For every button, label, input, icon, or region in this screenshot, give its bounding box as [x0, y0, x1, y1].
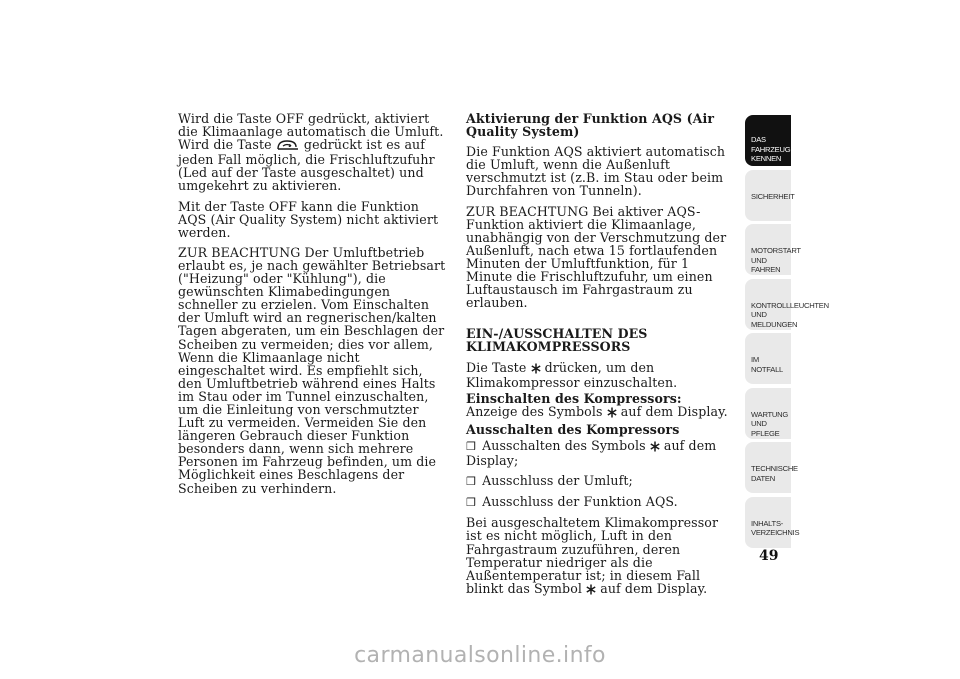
snowflake-icon: [650, 441, 660, 454]
tab-im-notfall[interactable]: IM NOTFALL: [745, 333, 791, 384]
snowflake-icon: [586, 584, 596, 597]
paragraph-aqs-off: Mit der Taste OFF kann die Funktion AQS (Air Quality System) nicht aktiviert werden.: [178, 198, 439, 240]
right-column: [466, 112, 734, 604]
checkbox-bullet-icon: ❒: [466, 496, 476, 510]
recirculation-icon: [276, 139, 300, 153]
watermark: carmanualsonline.info: [354, 643, 606, 668]
paragraph-compressor-off-label: Ausschalten des Kompressors: [466, 421, 680, 437]
checkbox-bullet-icon: ❒: [466, 475, 476, 489]
paragraph-compressor-button: Die Taste drücken, um den Klimakompressor einzuschalten.: [466, 359, 678, 390]
chapter-sidebar: [745, 115, 829, 551]
tab-sicherheit[interactable]: SICHERHEIT: [745, 170, 791, 221]
tab-wartung-und-pflege[interactable]: WARTUNG UND PFLEGE: [745, 388, 791, 439]
heading-compressor: EIN-/AUSSCHALTEN DES KLIMAKOMPRESSORS: [466, 326, 648, 355]
paragraph-compressor-off-info: Bei ausgeschaltetem Klimakompressor ist es nicht möglich, Luft in den Fahrgastraum zuzuführen, deren Temperatur niedriger als die Außentemperatur ist; in diesem Fall blinkt das Symbol auf dem Display.: [466, 515, 719, 596]
tab-technische-daten[interactable]: TECHNISCHE DATEN: [745, 442, 791, 493]
checkbox-bullet-icon: ❒: [466, 439, 476, 453]
bullet-item: ❒ Ausschalten des Symbols auf dem Display;: [466, 437, 717, 469]
page-number: 49: [759, 548, 779, 564]
tab-das-fahrzeug-kennen[interactable]: DAS FAHRZEUG KENNEN: [745, 115, 791, 166]
tab-inhaltsverzeichnis[interactable]: INHALTS- VERZEICHNIS: [745, 497, 791, 548]
tab-kontrollleuchten[interactable]: KONTROLLLEUCHTEN UND MELDUNGEN: [745, 279, 791, 330]
snowflake-icon: [607, 407, 617, 420]
left-column: [178, 112, 446, 502]
bullet-item: ❒ Ausschluss der Umluft;: [466, 473, 633, 489]
paragraph-aqs: Die Funktion AQS aktiviert automatisch die Umluft, wenn die Außenluft verschmutzt ist (z.B. im Stau oder beim Durchfahren von Tunneln).: [466, 144, 726, 199]
paragraph-compressor-on: Einschalten des Kompressors: Anzeige des Symbols auf dem Display.: [466, 390, 728, 419]
bullet-item: ❒ Ausschluss der Funktion AQS.: [466, 494, 678, 510]
paragraph-recirculation: Wird die Taste OFF gedrückt, aktiviert die Klimaanlage automatisch die Umluft. Wird die Taste gedrückt ist es auf jeden Fall möglich, die Frischluftzufuhr (Led auf der Taste ausgeschaltet) und umgekehrt zu aktivieren.: [178, 111, 444, 194]
tab-motorstart-und-fahren[interactable]: MOTORSTART UND FAHREN: [745, 224, 791, 275]
paragraph-note-aqs: ZUR BEACHTUNG Bei aktiver AQS-Funktion aktiviert die Klimaanlage, unabhängig von der Verschmutzung der Außenluft, nach etwa 15 fortlaufenden Minuten der Umluftfunktion, für 1 Minute die Frischluftzufuhr, um einen Luftaustausch im Fahrgastraum zu erlauben.: [466, 203, 727, 311]
paragraph-note-recirculation: ZUR BEACHTUNG Der Umluftbetrieb erlaubt es, je nach gewählter Betriebsart ("Heizung" oder "Kühlung"), die gewünschten Klimabedingungen schneller zu erzielen. Vom Einschalten der Umluft wird an regnerischen/kalten Tagen abgeraten, um ein Beschlagen der Scheiben zu vermeiden; dies vor allem, Wenn die Klimaanlage nicht eingeschaltet wird. Es empfiehlt sich, den Umluftbetrieb während eines Halts im Stau oder im Tunnel einzuschalten, um die Einleitung von verschmutzter Luft zu vermeiden. Vermeiden Sie den längeren Gebrauch dieser Funktion besonders dann, wenn sich mehrere Personen im Fahrzeug befinden, um die Möglichkeit eines Beschlagens der Scheiben zu verhindern.: [178, 244, 446, 496]
heading-aqs: Aktivierung der Funktion AQS (Air Quality System): [466, 111, 715, 140]
